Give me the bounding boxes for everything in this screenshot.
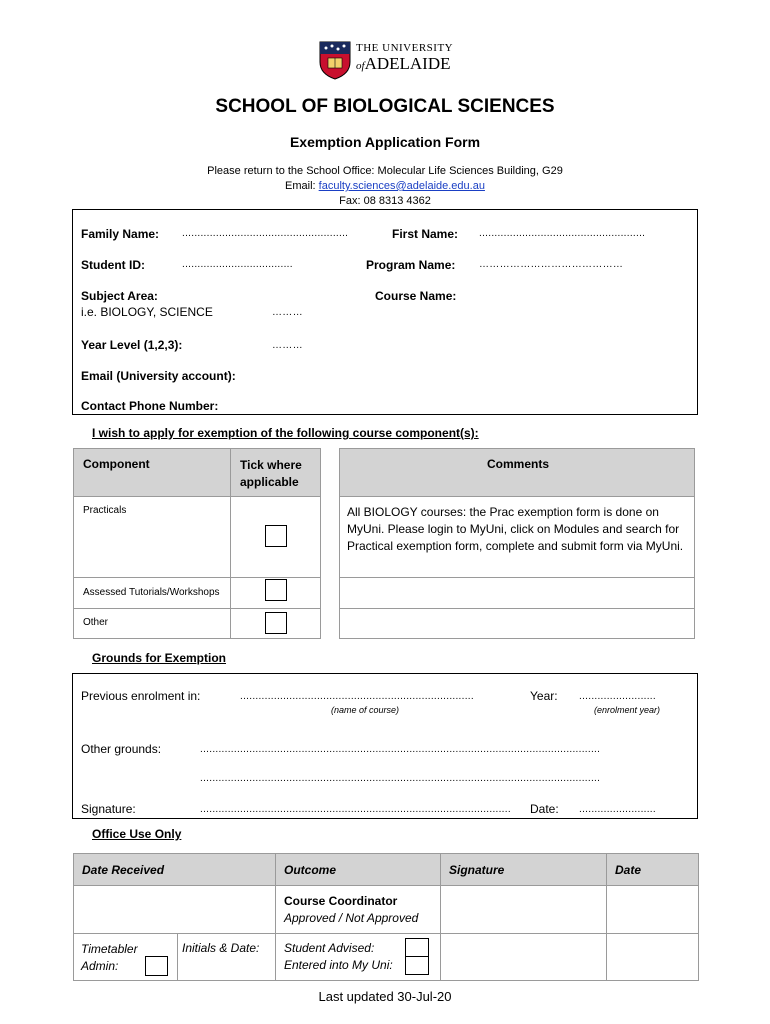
- outcome-header-cell: [275, 853, 441, 886]
- component-label: Other: [83, 617, 109, 628]
- program-name-field[interactable]: ……………………………………: [479, 259, 624, 270]
- component-row-tutorials: [73, 577, 231, 609]
- other-grounds-field-2[interactable]: ..................................................................................................................................: [200, 773, 601, 784]
- timetabler-label: Timetabler Admin:: [81, 942, 138, 973]
- date-label: Date:: [530, 802, 559, 816]
- other-grounds-label: Other grounds:: [81, 742, 162, 756]
- form-subtitle: Exemption Application Form: [289, 134, 481, 150]
- email-line: [0, 180, 770, 192]
- subject-area-label: Subject Area:: [81, 289, 158, 303]
- crest-icon: [318, 40, 352, 80]
- logo-of: of: [356, 60, 365, 72]
- previous-enrolment-label: Previous enrolment in:: [81, 689, 201, 703]
- date-header: Date: [615, 863, 642, 877]
- approved-label: Approved / Not Approved: [284, 911, 419, 925]
- comment-row-tutorials[interactable]: [339, 577, 695, 609]
- tutorials-checkbox[interactable]: [265, 579, 287, 601]
- email-label: Email:: [285, 180, 319, 192]
- student-advised-label: Student Advised:: [284, 941, 375, 955]
- comment-row-other[interactable]: [339, 608, 695, 639]
- component-header: Component: [83, 457, 150, 471]
- year-level-field[interactable]: ………: [272, 340, 303, 351]
- year-field[interactable]: .........................: [579, 691, 656, 702]
- first-name-field[interactable]: ......................................................: [479, 228, 646, 239]
- date-received-header: Date Received: [82, 863, 165, 877]
- initials-label: Initials & Date:: [182, 941, 260, 955]
- university-logo: [318, 40, 454, 82]
- signature-header: Signature: [449, 863, 505, 877]
- coordinator-date-cell[interactable]: [606, 885, 699, 934]
- previous-enrolment-field[interactable]: ............................................................................: [240, 691, 474, 702]
- date-field[interactable]: .........................: [579, 804, 656, 815]
- practicals-checkbox[interactable]: [265, 525, 287, 547]
- component-row-other: [73, 608, 231, 639]
- component-label: Assessed Tutorials/Workshops: [83, 587, 220, 598]
- logo-line2: [356, 54, 450, 74]
- student-id-field[interactable]: ....................................: [182, 259, 293, 270]
- grounds-heading: Grounds for Exemption: [92, 651, 227, 665]
- signature-label: Signature:: [81, 802, 136, 816]
- other-checkbox[interactable]: [265, 612, 287, 634]
- coordinator-cell: [275, 885, 441, 934]
- tick-header-cell: [230, 448, 321, 497]
- entered-myuni-label: Entered into My Uni:: [284, 958, 393, 972]
- comments-header: Comments: [486, 457, 549, 471]
- office-use-heading: Office Use Only: [92, 827, 182, 841]
- subject-area-field[interactable]: ………: [272, 307, 303, 318]
- date-header-cell: [606, 853, 699, 886]
- email-account-label: Email (University account):: [81, 369, 236, 383]
- course-coordinator-label: Course Coordinator: [284, 894, 398, 908]
- return-instructions: Please return to the School Office: Molecular Life Sciences Building, G29: [207, 165, 563, 177]
- first-name-label: First Name:: [392, 227, 459, 241]
- date-received-header-cell: [73, 853, 276, 886]
- footer-updated: Last updated 30-Jul-20: [318, 989, 452, 1004]
- timetabler-checkbox[interactable]: [145, 956, 168, 976]
- name-of-course-hint: (name of course): [331, 705, 400, 715]
- phone-label: Contact Phone Number:: [81, 399, 219, 413]
- other-grounds-field-1[interactable]: ..................................................................................................................................: [200, 744, 601, 755]
- logo-adelaide: ADELAIDE: [364, 54, 451, 73]
- tick-header: Tick where applicable: [240, 458, 302, 489]
- student-id-label: Student ID:: [81, 258, 145, 272]
- timetabler-divider: [177, 933, 178, 981]
- page-title: SCHOOL OF BIOLOGICAL SCIENCES: [215, 96, 555, 117]
- program-name-label: Program Name:: [366, 258, 456, 272]
- apply-heading: I wish to apply for exemption of the following course component(s):: [92, 426, 479, 440]
- student-advised-checkbox[interactable]: [405, 938, 429, 957]
- comments-header-cell: [339, 448, 695, 497]
- subject-area-example: i.e. BIOLOGY, SCIENCE: [81, 305, 213, 319]
- year-label: Year:: [530, 689, 558, 703]
- admin-date-cell[interactable]: [606, 933, 699, 981]
- fax-line: Fax: 08 8313 4362: [339, 195, 431, 207]
- component-header-cell: [73, 448, 231, 497]
- entered-myuni-checkbox[interactable]: [405, 956, 429, 975]
- date-received-cell[interactable]: [73, 885, 276, 934]
- signature-field[interactable]: .....................................................................................................: [200, 804, 511, 815]
- admin-signature-cell[interactable]: [440, 933, 607, 981]
- email-link[interactable]: faculty.sciences@adelaide.edu.au: [318, 180, 485, 192]
- signature-header-cell: [440, 853, 607, 886]
- family-name-field[interactable]: ......................................................: [182, 228, 349, 239]
- course-name-label: Course Name:: [375, 289, 457, 303]
- practicals-comment: All BIOLOGY courses: the Prac exemption form is done on MyUni. Please login to MyUni, click on Modules and search for Practical exemption form, complete and submit form via MyUni.: [347, 505, 684, 553]
- family-name-label: Family Name:: [81, 227, 160, 241]
- component-row-practicals: [73, 496, 231, 578]
- coordinator-signature-cell[interactable]: [440, 885, 607, 934]
- enrolment-year-hint: (enrolment year): [594, 705, 661, 715]
- timetabler-cell: [73, 933, 276, 981]
- component-label: Practicals: [83, 505, 127, 516]
- logo-line1: THE UNIVERSITY: [356, 42, 454, 54]
- comment-row-practicals: [339, 496, 695, 578]
- outcome-header: Outcome: [284, 863, 337, 877]
- year-level-label: Year Level (1,2,3):: [81, 338, 183, 352]
